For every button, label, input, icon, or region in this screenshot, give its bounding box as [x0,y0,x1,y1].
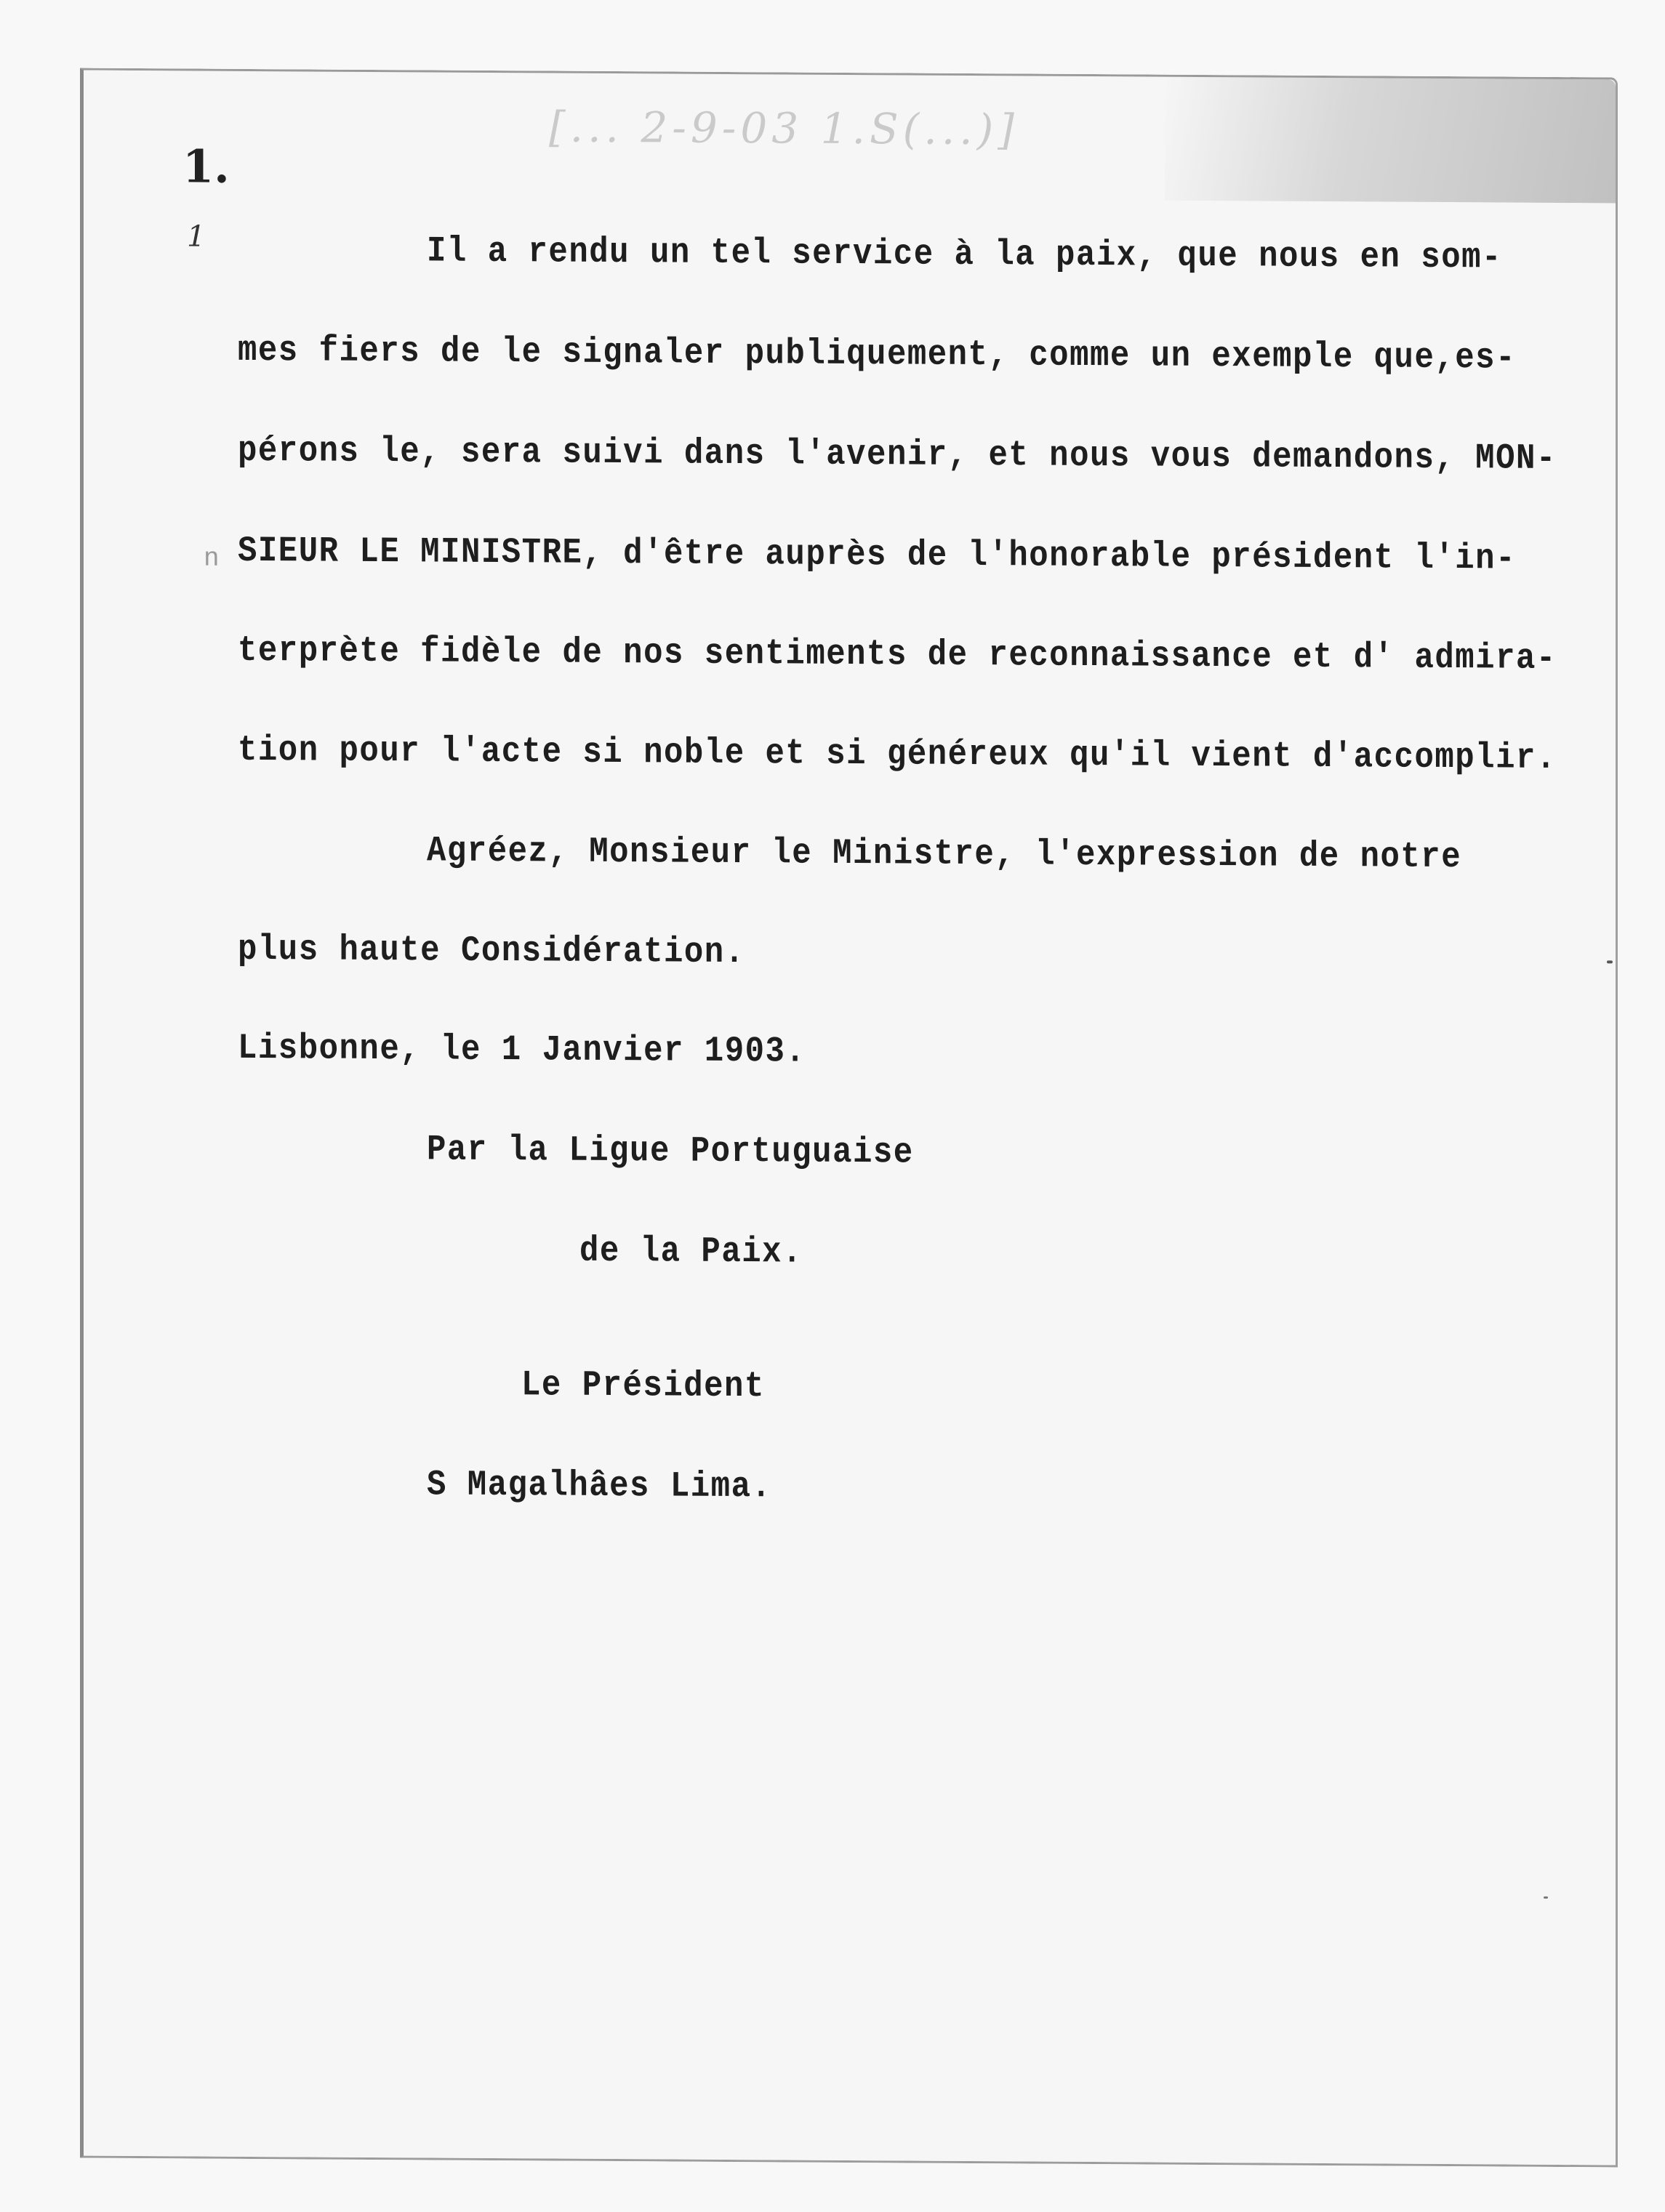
header-annotation: [... 2-9-03 1.S(...)] [549,102,1019,155]
organization-line-1: Par la Ligue Portuguaise [427,1130,914,1174]
closing-line-2: plus haute Considération. [238,929,745,973]
signatory-name: S Magalhâes Lima. [427,1465,772,1508]
document-page [80,68,1618,2168]
body-line-5: terprète fidèle de nos sentiments de reconnaissance et d' admira- [238,630,1557,680]
paper-speck [1544,1897,1548,1899]
body-line-2: mes fiers de le signaler publiquement, comme un exemple que,es- [238,330,1516,379]
paper-speck [1607,960,1613,963]
place-date: Lisbonne, le 1 Janvier 1903. [238,1028,806,1073]
closing-line-1: Agréez, Monsieur le Ministre, l'expression de notre [427,831,1462,878]
signatory-title: Le Président [521,1364,765,1407]
page-number: 1. [182,140,230,193]
header-smudge [1165,77,1616,204]
body-line-4: SIEUR LE MINISTRE, d'être auprès de l'honorable président l'in- [238,531,1516,580]
body-line-1: Il a rendu un tel service à la paix, que nous en som- [427,231,1502,279]
body-line-6: tion pour l'acte si noble et si généreux qu'il vient d'accomplir. [238,730,1557,779]
body-line-3: pérons le, sera suivi dans l'avenir, et nous vous demandons, MON- [238,430,1557,480]
page-mark: 1 [187,220,206,254]
stray-margin-mark: n [204,543,220,574]
organization-line-2: de la Paix. [579,1231,803,1274]
